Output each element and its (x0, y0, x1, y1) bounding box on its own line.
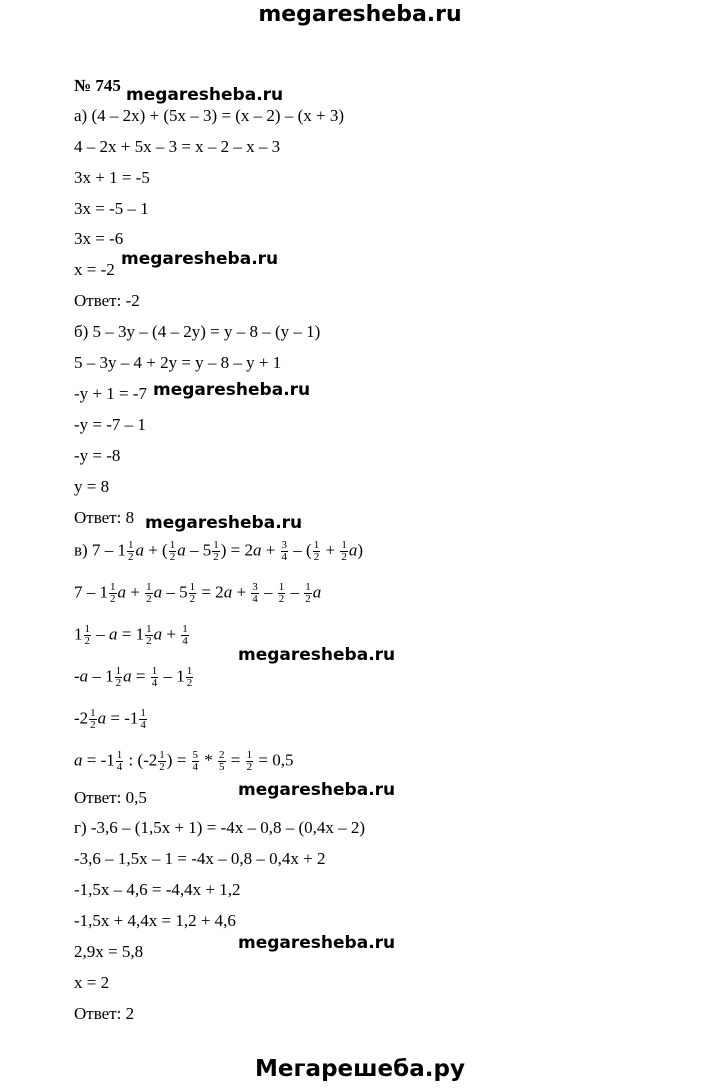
part-v-line-5: -2 $\frac{1}{2}$ a = -1 $\frac{1}{4}$ (74, 707, 146, 731)
part-g-line-5: 2,9x = 5,8 (74, 942, 144, 961)
part-b-line-3: -y + 1 = -7 (74, 384, 147, 403)
watermark: megaresheba.ru (121, 249, 279, 269)
part-g-answer: Ответ: 2 (74, 1004, 135, 1023)
part-v-line-6: a = -1 $\frac{1}{4}$ : (-2 $\frac{1}{2}$ ) = $\frac{5}{4}$ * $\frac{2}{5}$ = $\frac{1}{2}$ = 0,5 (74, 749, 294, 773)
part-v-label: в) 7 – 1 (74, 540, 126, 560)
watermark: megaresheba.ru (126, 85, 284, 105)
part-g-line-2: -3,6 – 1,5x – 1 = -4x – 0,8 – 0,4x + 2 (74, 849, 326, 868)
part-a-line-5: 3x = -6 (74, 229, 124, 248)
part-g-line-6: x = 2 (74, 973, 110, 992)
part-a-line-4: 3x = -5 – 1 (74, 199, 149, 218)
part-v-line-3: 1 $\frac{1}{2}$ – a = 1 $\frac{1}{2}$ a + $\frac{1}{4}$ (74, 623, 188, 647)
part-a-line-6: x = -2 (74, 260, 115, 279)
part-b-line-2: 5 – 3y – 4 + 2y = y – 8 – y + 1 (74, 353, 282, 372)
watermark: megaresheba.ru (238, 645, 396, 665)
site-footer: Мегарешеба.ру (255, 1056, 465, 1082)
part-v-answer: Ответ: 0,5 (74, 788, 147, 807)
part-b-line-6: y = 8 (74, 477, 110, 496)
watermark: megaresheba.ru (145, 513, 303, 533)
part-a-line-1: а) (4 – 2x) + (5x – 3) = (x – 2) – (x + 3) (74, 106, 345, 125)
watermark: megaresheba.ru (153, 380, 311, 400)
watermark: megaresheba.ru (238, 780, 396, 800)
part-a-answer: Ответ: -2 (74, 291, 140, 310)
problem-number: № 745 (74, 76, 121, 95)
site-header: megaresheba.ru (258, 2, 462, 27)
part-a-line-2: 4 – 2x + 5x – 3 = x – 2 – x – 3 (74, 137, 281, 156)
part-b-answer: Ответ: 8 (74, 508, 135, 527)
watermark: megaresheba.ru (238, 933, 396, 953)
part-b-line-1: б) 5 – 3y – (4 – 2y) = y – 8 – (y – 1) (74, 322, 321, 341)
part-g-line-4: -1,5x + 4,4x = 1,2 + 4,6 (74, 911, 236, 930)
part-a-line-3: 3x + 1 = -5 (74, 168, 150, 187)
part-v-line-2: 7 – 1 $\frac{1}{2}$ a + $\frac{1}{2}$ a – 5 $\frac{1}{2}$ = 2a + $\frac{3}{4}$ – $\frac{1}{2}$ – $\frac{1}{2}$ a (74, 581, 322, 605)
part-g-line-1: г) -3,6 – (1,5x + 1) = -4x – 0,8 – (0,4x – 2) (74, 818, 366, 837)
part-v-line-1: в) 7 – 1 $\frac{1}{2}$ a + ( $\frac{1}{2}$ a – 5 $\frac{1}{2}$ ) = 2a + $\frac{3}{4}$ – ( $\frac{1}{2}$ + $\frac{1}{2}$ a) (74, 539, 363, 563)
part-v-line-4: -a – 1 $\frac{1}{2}$ a = $\frac{1}{4}$ – 1 $\frac{1}{2}$ (74, 665, 193, 689)
part-b-line-5: -y = -8 (74, 446, 121, 465)
part-b-line-4: -y = -7 – 1 (74, 415, 146, 434)
part-g-line-3: -1,5x – 4,6 = -4,4x + 1,2 (74, 880, 241, 899)
